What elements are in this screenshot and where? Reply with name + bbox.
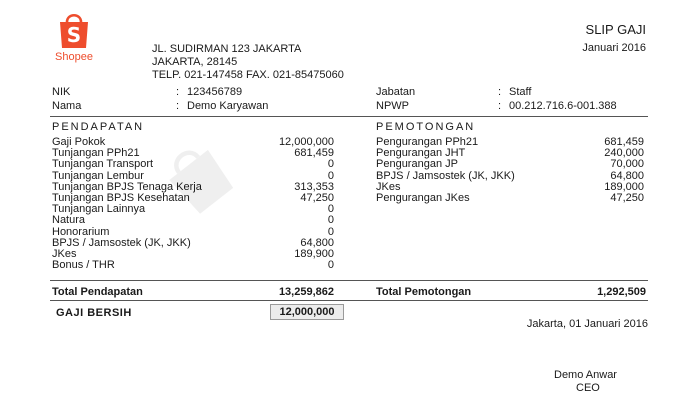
jabatan-colon: : — [498, 86, 502, 98]
earnings-value: 313,353 — [294, 180, 334, 193]
slip-title: SLIP GAJI — [585, 22, 646, 37]
signer-title: CEO — [576, 382, 600, 394]
deductions-value: 240,000 — [604, 147, 644, 160]
earnings-value: 0 — [327, 203, 334, 216]
earnings-label: Tunjangan Lembur — [52, 169, 144, 182]
deductions-label: Pengurangan PPh21 — [376, 136, 479, 148]
signer-name: Demo Anwar — [554, 369, 617, 381]
earnings-row — [52, 227, 334, 238]
company-phone-fax: TELP. 021-147458 FAX. 021-85475060 — [152, 69, 344, 81]
earnings-value: 0 — [327, 259, 334, 272]
nama-colon: : — [176, 100, 180, 112]
earnings-label: Tunjangan BPJS Kesehatan — [52, 191, 190, 204]
net-pay-label: GAJI BERSIH — [56, 307, 132, 319]
earnings-label: Natura — [52, 214, 86, 227]
deductions-value: 189,000 — [604, 180, 644, 193]
deductions-label: BPJS / Jamsostek (JK, JKK) — [376, 169, 515, 182]
divider-top — [50, 116, 648, 117]
place-date: Jakarta, 01 Januari 2016 — [526, 318, 648, 330]
earnings-value: 12,000,000 — [278, 136, 334, 148]
deductions-label: Pengurangan JKes — [376, 191, 470, 204]
deductions-value: 47,250 — [610, 191, 644, 204]
jabatan-label: Jabatan — [376, 86, 416, 98]
npwp-label: NPWP — [376, 100, 409, 112]
divider-bottom — [50, 300, 648, 301]
earnings-value: 0 — [327, 214, 334, 227]
nik-colon: : — [176, 86, 180, 98]
deductions-heading: PEMOTONGAN — [376, 121, 476, 133]
deductions-value: 64,800 — [610, 169, 644, 182]
total-earnings-value: 13,259,862 — [278, 286, 334, 298]
brand-name: Shopee — [55, 51, 93, 63]
deductions-row — [376, 159, 644, 170]
earnings-value: 0 — [327, 169, 334, 182]
nik-label: NIK — [52, 86, 71, 98]
npwp-colon: : — [498, 100, 502, 112]
deductions-label: JKes — [376, 180, 401, 193]
earnings-value: 189,900 — [294, 247, 334, 260]
shopee-logo — [44, 10, 104, 63]
earnings-label: JKes — [52, 247, 77, 260]
deductions-value: 681,459 — [604, 136, 644, 148]
earnings-value: 0 — [327, 158, 334, 171]
earnings-row — [52, 260, 334, 271]
company-address-line2: JAKARTA, 28145 — [152, 56, 238, 68]
earnings-label: Bonus / THR — [52, 259, 115, 272]
earnings-label: Tunjangan BPJS Tenaga Kerja — [52, 180, 202, 193]
jabatan-value: Staff — [509, 86, 532, 98]
nama-label: Nama — [52, 100, 82, 112]
deductions-label: Pengurangan JP — [376, 158, 458, 171]
earnings-label: BPJS / Jamsostek (JK, JKK) — [52, 236, 191, 249]
npwp-value: 00.212.716.6-001.388 — [509, 100, 617, 112]
earnings-label: Tunjangan PPh21 — [52, 147, 140, 160]
earnings-label: Tunjangan Transport — [52, 158, 154, 171]
shopee-bag-icon — [57, 10, 91, 50]
earnings-label: Gaji Pokok — [52, 136, 106, 148]
earnings-heading: PENDAPATAN — [52, 121, 145, 133]
deductions-label: Pengurangan JHT — [376, 147, 466, 160]
total-deductions-value: 1,292,509 — [597, 286, 646, 298]
nama-value: Demo Karyawan — [187, 100, 269, 112]
earnings-value: 0 — [327, 225, 334, 238]
deductions-list — [376, 137, 644, 204]
divider-totals — [50, 280, 648, 281]
earnings-value: 47,250 — [300, 191, 334, 204]
deductions-value: 70,000 — [610, 158, 644, 171]
company-address-line1: JL. SUDIRMAN 123 JAKARTA — [152, 43, 302, 55]
earnings-row — [52, 238, 334, 249]
earnings-label: Honorarium — [52, 225, 110, 238]
earnings-value: 681,459 — [294, 147, 334, 160]
svg-text:S: S — [66, 23, 82, 47]
net-pay-value: 12,000,000 — [270, 304, 344, 320]
earnings-value: 64,800 — [300, 236, 334, 249]
total-deductions-label: Total Pemotongan — [376, 286, 472, 298]
deductions-row — [376, 193, 644, 204]
nik-value: 123456789 — [187, 86, 243, 98]
total-earnings-label: Total Pendapatan — [52, 286, 143, 298]
earnings-label: Tunjangan Lainnya — [52, 203, 146, 216]
slip-period: Januari 2016 — [582, 42, 646, 54]
